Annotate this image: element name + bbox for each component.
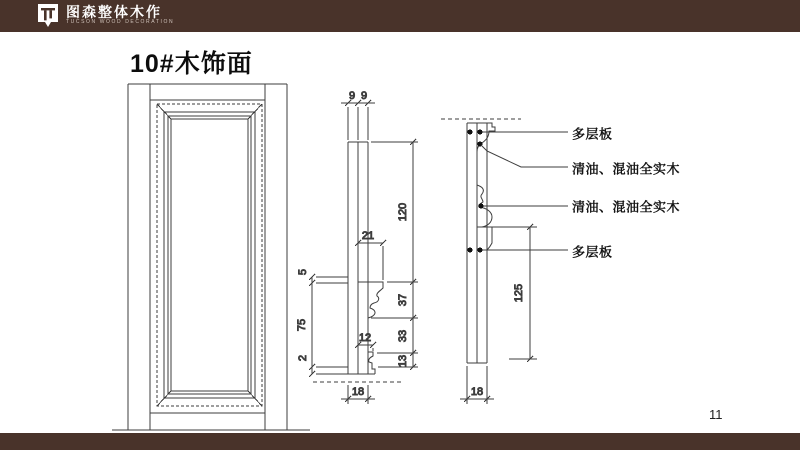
- dim-33: 33: [397, 329, 409, 343]
- footer-bar: [0, 433, 800, 450]
- dim-12: 12: [358, 332, 372, 344]
- dim-125: 125: [513, 283, 525, 303]
- door-elevation: [112, 84, 310, 430]
- dim-75: 75: [296, 318, 308, 332]
- callout-label-plywood-bottom: 多层板: [572, 244, 613, 260]
- section-detail-middle: [296, 90, 418, 404]
- callout-label-solidwood-1: 清油、混油全实木: [572, 161, 681, 177]
- dim-2: 2: [297, 354, 309, 362]
- page-title: 10#木饰面: [130, 50, 253, 78]
- callout-dots: [467, 129, 483, 252]
- dim-21: 21: [361, 230, 375, 242]
- dim-18-middle: 18: [351, 386, 365, 398]
- logo-text-cn: 图森整体木作: [66, 4, 162, 20]
- logo-text-en: TUCSON WOOD DECORATION: [66, 19, 175, 25]
- callout-label-solidwood-2: 清油、混油全实木: [572, 199, 681, 215]
- callout-label-plywood-top: 多层板: [572, 126, 613, 142]
- dim-9-left: 9: [348, 90, 356, 102]
- page-number: 11: [709, 407, 723, 422]
- dim-18-right: 18: [470, 386, 484, 398]
- section-detail-right: [441, 119, 568, 404]
- dim-13: 13: [397, 354, 409, 368]
- dim-5: 5: [297, 268, 309, 276]
- dim-37: 37: [397, 293, 409, 307]
- dim-9-right: 9: [360, 90, 368, 102]
- dim-120: 120: [397, 202, 409, 222]
